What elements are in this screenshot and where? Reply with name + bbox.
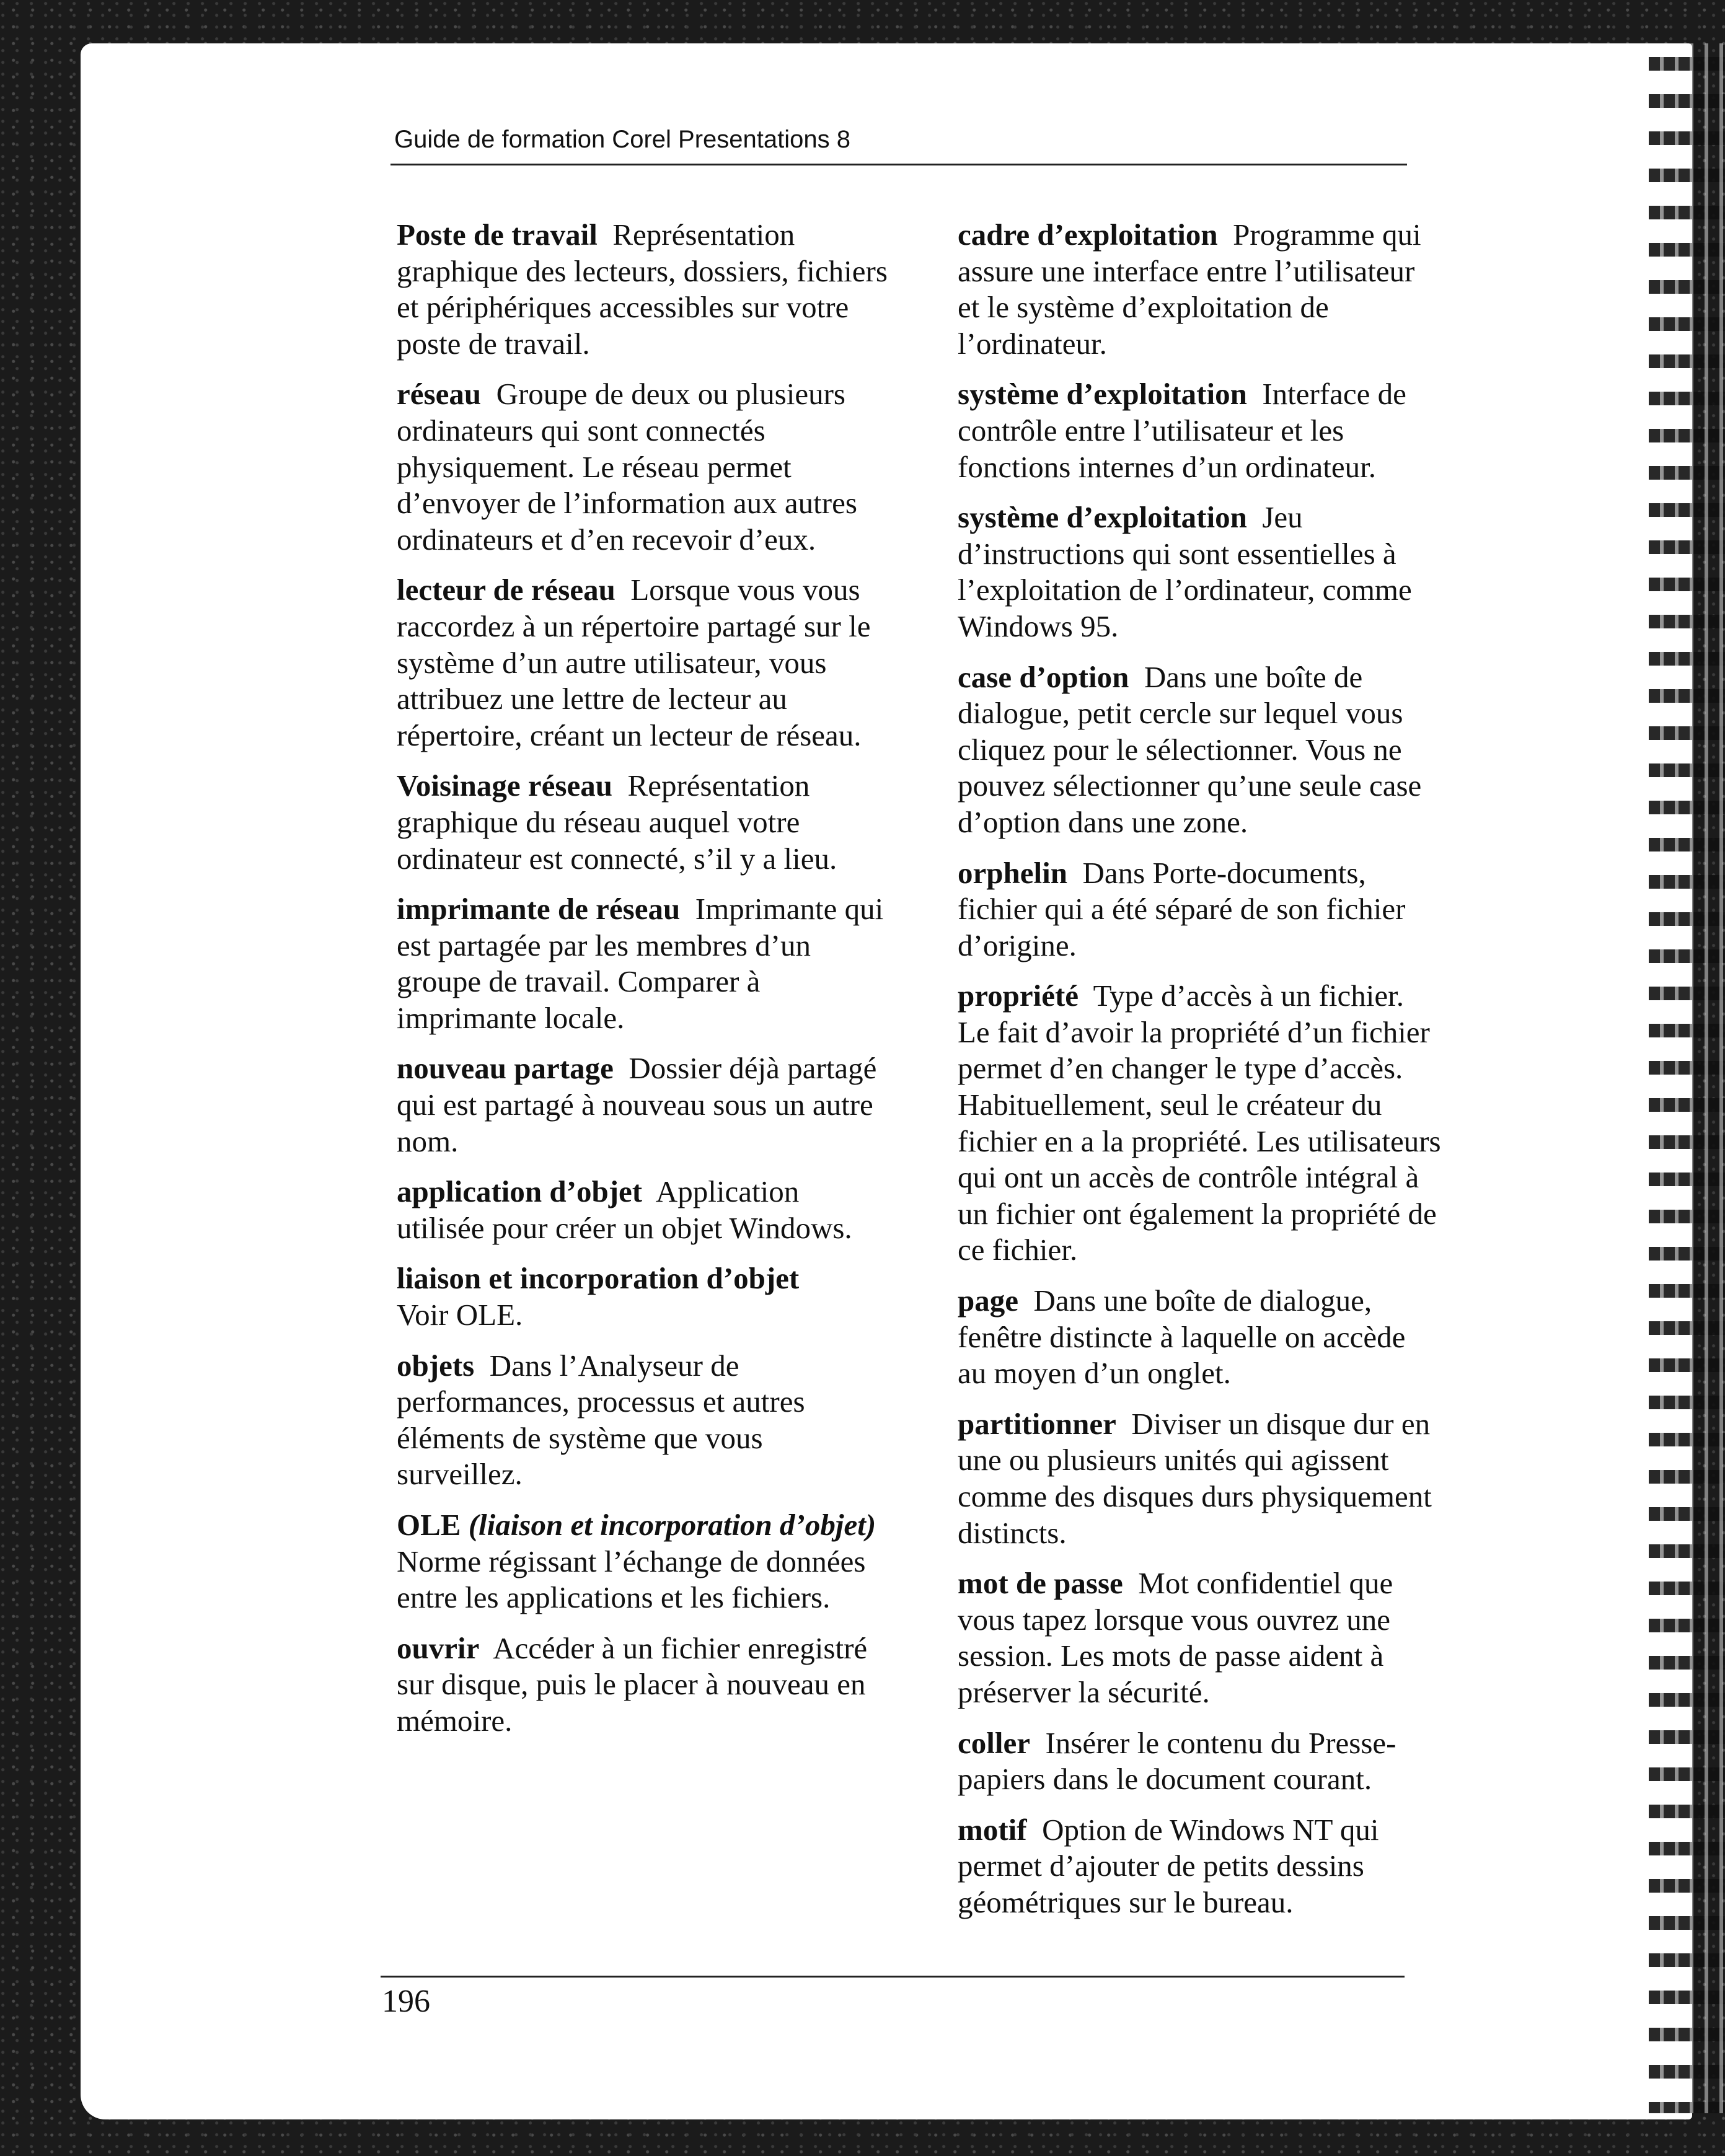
glossary-entry — [958, 659, 1441, 841]
glossary-term: Poste de travail — [397, 218, 598, 252]
glossary-term: mot de passe — [958, 1566, 1123, 1601]
glossary-entry — [958, 1812, 1441, 1921]
glossary-entry — [958, 1725, 1441, 1798]
glossary-definition: Dans une boîte de dialogue, petit cercle sur lequel vous cliquez pour le sélectionner. Vous ne pouvez sélectionner qu’une seule case d’option dans une zone. — [958, 659, 1422, 839]
glossary-entry — [958, 499, 1441, 645]
glossary-term: Voisinage réseau — [397, 768, 613, 803]
running-header: Guide de formation Corel Presentations 8 — [394, 126, 850, 153]
glossary-definition: Dans Porte-documents, fichier qui a été séparé de son fichier d’origine. — [958, 855, 1406, 962]
glossary-entry — [397, 1261, 893, 1333]
glossary-entry — [958, 376, 1441, 485]
glossary-entry — [958, 1283, 1441, 1392]
glossary-term: page — [958, 1283, 1018, 1318]
glossary-term: réseau — [397, 377, 482, 411]
glossary-definition: Option de Windows NT qui permet d’ajouter de petits dessins géométriques sur le bureau. — [958, 1812, 1379, 1919]
glossary-entry — [397, 1348, 893, 1493]
glossary-definition: Accéder à un fichier enregistré sur disque, puis le placer à nouveau en mémoire. — [397, 1630, 868, 1738]
glossary-definition: Lorsque vous vous raccordez à un répertoire partagé sur le système d’un autre utilisateur, vous attribuez une lettre de lecteur au répertoire, créant un lecteur de réseau. — [397, 573, 871, 752]
glossary-definition: Dans une boîte de dialogue, fenêtre distincte à laquelle on accède au moyen d’un onglet. — [958, 1283, 1406, 1391]
page-number: 196 — [382, 1984, 430, 2019]
glossary-entry — [397, 1174, 893, 1246]
glossary-term: coller — [958, 1725, 1030, 1760]
glossary-term: orphelin — [958, 855, 1067, 890]
glossary-definition: Programme qui assure une interface entre l’utilisateur et le système d’exploitation de l’ordinateur. — [958, 218, 1421, 361]
glossary-term: motif — [958, 1812, 1027, 1847]
glossary-entry — [397, 1630, 893, 1740]
glossary-term: OLE — [397, 1508, 461, 1542]
glossary-term: lecteur de réseau — [397, 573, 615, 607]
glossary-definition: Représentation graphique du réseau auquel votre ordinateur est connecté, s’il y a lieu. — [397, 768, 837, 876]
glossary-entry — [397, 217, 893, 362]
glossary-entry — [958, 217, 1441, 362]
glossary-definition: Diviser un disque dur en une ou plusieurs unités qui agissent comme des disques durs physiquement distincts. — [958, 1406, 1432, 1550]
glossary-definition: Imprimante qui est partagée par les membres d’un groupe de travail. Comparer à imprimante locale. — [397, 892, 884, 1035]
glossary-term-italic: (liaison et incorporation d’objet) — [468, 1508, 876, 1542]
glossary-entry — [397, 1507, 893, 1616]
glossary-term: ouvrir — [397, 1630, 480, 1665]
glossary-entry — [397, 891, 893, 1036]
glossary-entry — [958, 855, 1441, 964]
glossary-term: système d’exploitation — [958, 500, 1247, 535]
glossary-definition: Voir OLE. — [397, 1298, 523, 1332]
glossary-column-left — [397, 217, 893, 1754]
glossary-entry — [397, 1050, 893, 1159]
glossary-term: liaison et incorporation d’objet — [397, 1261, 800, 1296]
glossary-term: partitionner — [958, 1406, 1116, 1441]
glossary-definition: Insérer le contenu du Presse-papiers dans le document courant. — [958, 1725, 1396, 1797]
glossary-term: cadre d’exploitation — [958, 218, 1218, 252]
glossary-term: nouveau partage — [397, 1051, 614, 1086]
glossary-column-right — [958, 217, 1441, 1935]
glossary-entry — [958, 1406, 1441, 1551]
glossary-definition: Mot confidentiel que vous tapez lorsque vous ouvrez une session. Les mots de passe aident à préserver la sécurité. — [958, 1566, 1393, 1709]
glossary-term: application d’objet — [397, 1174, 643, 1209]
glossary-definition: Dossier déjà partagé qui est partagé à nouveau sous un autre nom. — [397, 1051, 877, 1158]
glossary-term: case d’option — [958, 659, 1129, 694]
glossary-definition: Interface de contrôle entre l’utilisateur et les fonctions internes d’un ordinateur. — [958, 377, 1406, 484]
glossary-definition: Représentation graphique des lecteurs, dossiers, fichiers et périphériques accessibles sur votre poste de travail. — [397, 218, 888, 361]
glossary-entry — [397, 376, 893, 558]
glossary-term: propriété — [958, 979, 1079, 1013]
spiral-binding — [1649, 43, 1725, 2113]
glossary-definition: Type d’accès à un fichier. Le fait d’avoir la propriété d’un fichier permet d’en changer le type d’accès. Habituellement, seul le créateur du fichier en a la propriété. Les utilisateurs qui ont un accès de contrôle intégral à un fichier ont également la propriété de ce fichier. — [958, 979, 1441, 1267]
glossary-definition: Jeu d’instructions qui sont essentielles à l’exploitation de l’ordinateur, comme Windows 95. — [958, 500, 1412, 643]
glossary-definition: Norme régissant l’échange de données entre les applications et les fichiers. — [397, 1544, 866, 1615]
glossary-term: système d’exploitation — [958, 377, 1247, 411]
glossary-entry — [958, 978, 1441, 1269]
glossary-definition: Groupe de deux ou plusieurs ordinateurs qui sont connectés physiquement. Le réseau permet d’envoyer de l’information aux autres ordinateurs et d’en recevoir d’eux. — [397, 377, 857, 557]
glossary-definition: Dans l’Analyseur de performances, processus et autres éléments de système que vous surveillez. — [397, 1348, 805, 1492]
footer-rule — [381, 1976, 1405, 1978]
glossary-entry — [397, 572, 893, 754]
glossary-definition: Application utilisée pour créer un objet Windows. — [397, 1174, 852, 1245]
glossary-term: objets — [397, 1348, 475, 1383]
header-rule — [390, 164, 1407, 165]
glossary-term: imprimante de réseau — [397, 892, 681, 926]
glossary-entry — [958, 1565, 1441, 1710]
glossary-entry — [397, 768, 893, 877]
